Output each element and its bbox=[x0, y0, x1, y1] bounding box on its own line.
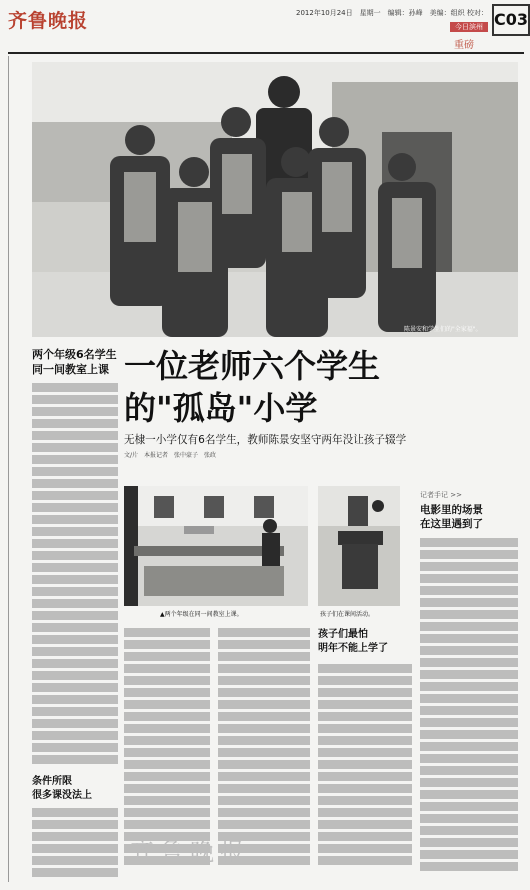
text-column-4 bbox=[318, 664, 412, 878]
kicker-line: 同一间教室上课 bbox=[32, 363, 109, 376]
sidebar-title bbox=[420, 503, 483, 531]
newspaper-logo: 齐鲁晚报 bbox=[8, 10, 89, 32]
subhead-line: 条件所限 bbox=[32, 776, 72, 787]
subhead-line: 很多课没法上 bbox=[32, 790, 92, 801]
sidebar-title-line: 在这里遇到了 bbox=[420, 518, 483, 530]
recess-photo-caption: 孩子们在课间活动。 bbox=[320, 611, 375, 618]
lead-photo bbox=[32, 62, 518, 337]
recess-photo bbox=[318, 486, 400, 606]
sidebar-kicker: 记者手记 >> bbox=[420, 491, 462, 499]
watermark: 齐鲁晚报 bbox=[130, 838, 250, 866]
subheadline: 无棣一小学仅有6名学生，教师陈景安坚守两年没让孩子辍学 bbox=[124, 434, 407, 446]
header-rule bbox=[8, 52, 524, 54]
issue-meta: 2012年10月24日 星期一 编辑：孙峰 美编：组织 校对： bbox=[296, 9, 488, 17]
headline bbox=[124, 345, 380, 429]
subhead-line: 明年不能上学了 bbox=[318, 643, 388, 654]
headline-line: 的"孤岛"小学 bbox=[124, 389, 318, 427]
section-subhead-2 bbox=[318, 628, 388, 656]
text-column-1 bbox=[32, 383, 118, 771]
classroom-photo-caption: ▲两个年级在同一间教室上课。 bbox=[160, 611, 243, 618]
masthead bbox=[0, 0, 530, 36]
kicker-line: 两个年级6名学生 bbox=[32, 348, 117, 361]
lead-photo-caption: 陈景安和学生们的"全家福"。 bbox=[404, 326, 482, 333]
headline-line: 一位老师六个学生 bbox=[124, 347, 381, 385]
text-column-1b bbox=[32, 808, 118, 882]
subhead-line: 孩子们最怕 bbox=[318, 629, 368, 640]
kicker-subhead bbox=[32, 347, 117, 377]
classroom-photo bbox=[124, 486, 308, 606]
page-number: C03 bbox=[492, 4, 530, 36]
sidebar-text bbox=[420, 538, 518, 878]
section-subhead-3 bbox=[32, 775, 92, 803]
byline: 文/片 本报记者 张中豪子 张政 bbox=[124, 452, 217, 459]
section-badge: 今日滨州 bbox=[450, 22, 488, 32]
column-name: 重磅 bbox=[454, 40, 474, 51]
left-border bbox=[8, 56, 9, 882]
sidebar-title-line: 电影里的场景 bbox=[420, 504, 483, 516]
